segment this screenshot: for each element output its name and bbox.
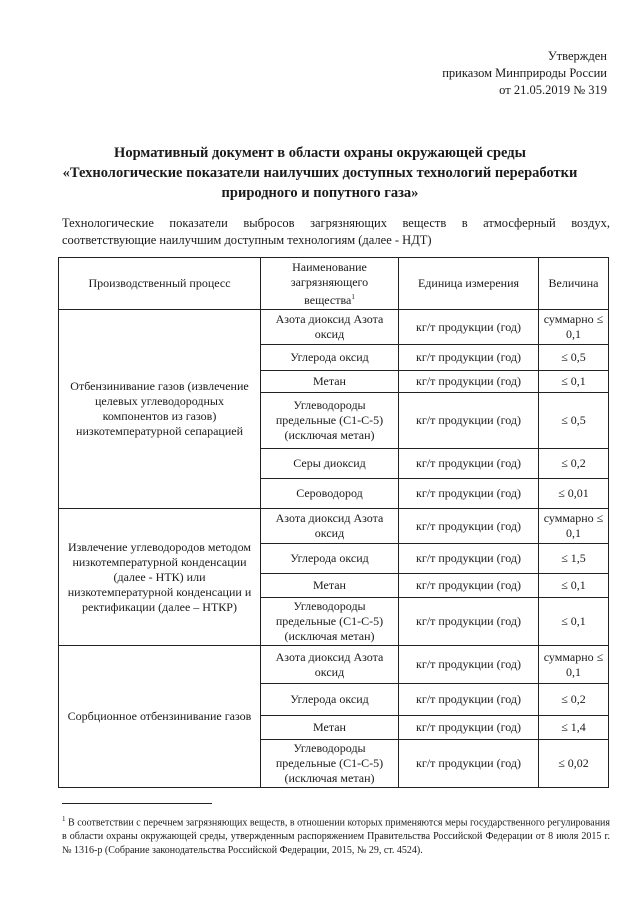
approval-block	[442, 48, 607, 99]
substance-cell: Метан	[261, 371, 399, 393]
table-row	[59, 310, 609, 345]
unit-cell: кг/т продукции (год)	[399, 479, 539, 509]
intro-line-1: Технологические показатели выбросов загрязняющих веществ в атмосферный воздух,	[62, 216, 610, 230]
approval-line-2: приказом Минприроды России	[442, 66, 607, 80]
unit-cell: кг/т продукции (год)	[399, 544, 539, 574]
value-cell: ≤ 1,4	[539, 716, 609, 740]
substance-cell: Азота диоксид Азота оксид	[261, 646, 399, 684]
approval-line-1: Утвержден	[547, 49, 607, 63]
unit-cell: кг/т продукции (год)	[399, 684, 539, 716]
unit-cell: кг/т продукции (год)	[399, 598, 539, 646]
substance-cell: Углеводороды предельные (С1-С-5) (исключая метан)	[261, 598, 399, 646]
substance-cell: Углерода оксид	[261, 544, 399, 574]
footnote-text: В соответствии с перечнем загрязняющих веществ, в отношении которых применяются меры государственного регулирования в области охраны окружающей среды, утвержденным распоряжением Правительства Российской Федерации от 8 июля 2015 г. № 1316-р (Собрание законодательства Российской Федерации, 2015, № 29, ст. 4524).	[62, 817, 611, 857]
value-cell: ≤ 0,02	[539, 740, 609, 788]
value-cell: ≤ 1,5	[539, 544, 609, 574]
unit-cell: кг/т продукции (год)	[399, 371, 539, 393]
value-cell: ≤ 0,2	[539, 684, 609, 716]
process-cell: Сорбционное отбензинивание газов	[59, 646, 261, 788]
value-cell: ≤ 0,5	[539, 393, 609, 449]
intro-paragraph	[62, 215, 610, 249]
unit-cell: кг/т продукции (год)	[399, 393, 539, 449]
footnote-divider	[62, 803, 212, 804]
substance-cell: Углерода оксид	[261, 684, 399, 716]
title-line-1: Нормативный документ в области охраны окружающей среды	[114, 145, 526, 161]
unit-cell: кг/т продукции (год)	[399, 509, 539, 544]
approval-line-3: от 21.05.2019 № 319	[499, 83, 607, 97]
process-cell: Извлечение углеводородов методом низкотемпературной конденсации (далее - НТК) или низкотемпературной конденсации и ректификации (далее – НТКР)	[59, 509, 261, 646]
value-cell: ≤ 0,1	[539, 574, 609, 598]
unit-cell: кг/т продукции (год)	[399, 740, 539, 788]
substance-cell: Углерода оксид	[261, 345, 399, 371]
header-process: Производственный процесс	[59, 258, 261, 310]
value-cell: ≤ 0,1	[539, 371, 609, 393]
value-cell: ≤ 0,01	[539, 479, 609, 509]
substance-cell: Азота диоксид Азота оксид	[261, 509, 399, 544]
value-cell: суммарно ≤ 0,1	[539, 509, 609, 544]
header-unit: Единица измерения	[399, 258, 539, 310]
footnote	[62, 812, 610, 858]
value-cell: ≤ 0,2	[539, 449, 609, 479]
unit-cell: кг/т продукции (год)	[399, 716, 539, 740]
title-line-3: природного и попутного газа»	[221, 185, 419, 201]
header-substance: Наименование загрязняющего вещества$^1$	[261, 258, 399, 310]
substance-cell: Азота диоксид Азота оксид	[261, 310, 399, 345]
unit-cell: кг/т продукции (год)	[399, 345, 539, 371]
indicators-table	[58, 257, 609, 788]
substance-cell: Углеводороды предельные (С1-С-5) (исключая метан)	[261, 740, 399, 788]
table-header-row	[59, 258, 609, 310]
substance-cell: Серы диоксид	[261, 449, 399, 479]
process-cell: Отбензинивание газов (извлечение целевых углеводородных компонентов из газов) низкотемпературной сепарацией	[59, 310, 261, 509]
value-cell: ≤ 0,1	[539, 598, 609, 646]
title-line-2: «Технологические показатели наилучших доступных технологий переработки	[62, 165, 578, 181]
intro-line-2: соответствующие наилучшим доступным технологиям (далее - НДТ)	[62, 233, 432, 247]
unit-cell: кг/т продукции (год)	[399, 574, 539, 598]
value-cell: суммарно ≤ 0,1	[539, 310, 609, 345]
substance-cell: Метан	[261, 716, 399, 740]
substance-cell: Метан	[261, 574, 399, 598]
document-title	[40, 143, 600, 203]
table-row	[59, 509, 609, 544]
table-row	[59, 646, 609, 684]
substance-cell: Углеводороды предельные (С1-С-5) (исключая метан)	[261, 393, 399, 449]
value-cell: суммарно ≤ 0,1	[539, 646, 609, 684]
header-value: Величина	[539, 258, 609, 310]
value-cell: ≤ 0,5	[539, 345, 609, 371]
footnote-marker: 1	[62, 815, 66, 823]
substance-cell: Сероводород	[261, 479, 399, 509]
footnote-ref: 1	[351, 292, 355, 301]
unit-cell: кг/т продукции (год)	[399, 310, 539, 345]
unit-cell: кг/т продукции (год)	[399, 646, 539, 684]
unit-cell: кг/т продукции (год)	[399, 449, 539, 479]
